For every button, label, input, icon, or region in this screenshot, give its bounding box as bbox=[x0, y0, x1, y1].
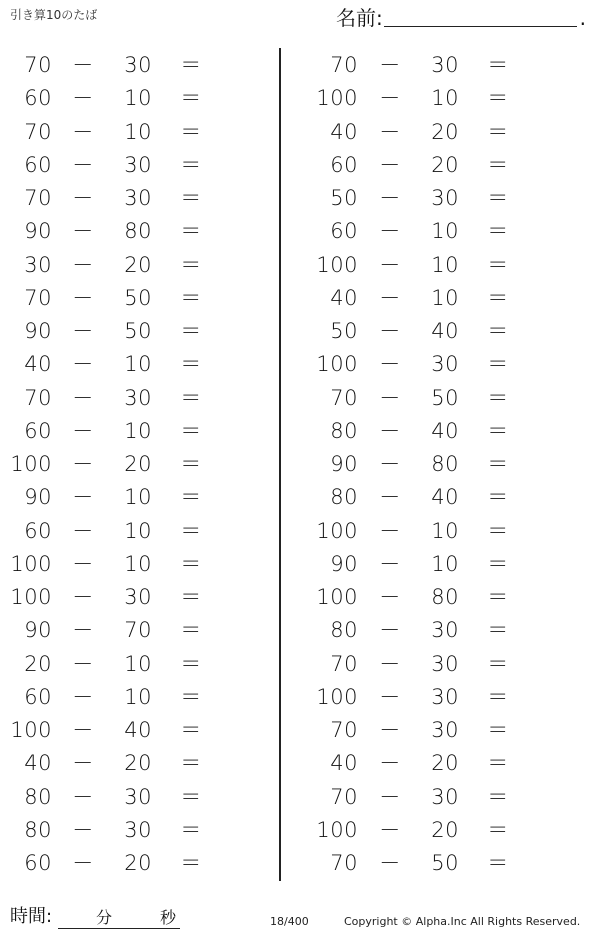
name-field bbox=[336, 6, 586, 30]
subtrahend: 10 bbox=[431, 551, 459, 576]
problem-row bbox=[0, 347, 270, 380]
subtrahend: 10 bbox=[431, 219, 459, 244]
subtrahend: 40 bbox=[431, 418, 459, 443]
subtrahend: 10 bbox=[124, 86, 152, 111]
subtrahend: 10 bbox=[124, 119, 152, 144]
subtrahend: 30 bbox=[124, 53, 152, 77]
minus-sign: － bbox=[72, 119, 94, 144]
subtrahend: 70 bbox=[124, 618, 152, 643]
problem-row bbox=[0, 48, 270, 81]
problem-row bbox=[0, 148, 270, 181]
minuend: 50 bbox=[330, 319, 358, 343]
minus-sign: － bbox=[72, 352, 94, 377]
equals-sign: ＝ bbox=[180, 319, 202, 343]
equals-sign: ＝ bbox=[180, 551, 202, 576]
problem-row bbox=[308, 713, 578, 746]
minus-sign: － bbox=[379, 452, 401, 476]
problem-row bbox=[308, 647, 578, 680]
problem-row bbox=[0, 580, 270, 613]
subtrahend: 20 bbox=[124, 252, 152, 277]
subtrahend: 30 bbox=[431, 186, 459, 210]
minuend: 100 bbox=[316, 518, 358, 543]
equals-sign: ＝ bbox=[180, 252, 202, 277]
problem-row bbox=[0, 780, 270, 813]
equals-sign: ＝ bbox=[180, 186, 202, 210]
minuend: 40 bbox=[330, 119, 358, 144]
problem-row bbox=[308, 746, 578, 779]
problem-row bbox=[308, 414, 578, 447]
equals-sign: ＝ bbox=[180, 518, 202, 543]
minus-sign: － bbox=[72, 817, 94, 842]
minuend: 70 bbox=[330, 651, 358, 676]
equals-sign: ＝ bbox=[487, 718, 509, 742]
problem-row bbox=[0, 314, 270, 347]
equals-sign: ＝ bbox=[487, 319, 509, 343]
minus-sign: － bbox=[379, 485, 401, 510]
subtrahend: 30 bbox=[124, 186, 152, 210]
minus-sign: － bbox=[379, 119, 401, 144]
minuend: 100 bbox=[10, 551, 52, 576]
minus-sign: － bbox=[72, 285, 94, 310]
subtrahend: 10 bbox=[124, 684, 152, 709]
subtrahend: 20 bbox=[431, 119, 459, 144]
subtrahend: 10 bbox=[431, 86, 459, 111]
minuend: 100 bbox=[10, 718, 52, 742]
subtrahend: 10 bbox=[431, 285, 459, 310]
equals-sign: ＝ bbox=[487, 385, 509, 410]
minuend: 70 bbox=[330, 851, 358, 875]
minus-sign: － bbox=[72, 385, 94, 410]
equals-sign: ＝ bbox=[180, 452, 202, 476]
equals-sign: ＝ bbox=[180, 784, 202, 809]
equals-sign: ＝ bbox=[487, 551, 509, 576]
minuend: 70 bbox=[330, 784, 358, 809]
problem-row bbox=[308, 48, 578, 81]
minus-sign: － bbox=[72, 186, 94, 210]
subtrahend: 20 bbox=[431, 817, 459, 842]
minutes-label: 分 bbox=[96, 908, 113, 927]
minuend: 80 bbox=[330, 618, 358, 643]
minuend: 90 bbox=[24, 319, 52, 343]
problem-row bbox=[308, 480, 578, 513]
minuend: 40 bbox=[330, 285, 358, 310]
minus-sign: － bbox=[379, 817, 401, 842]
equals-sign: ＝ bbox=[180, 817, 202, 842]
problem-row bbox=[0, 181, 270, 214]
minuend: 40 bbox=[24, 751, 52, 776]
subtrahend: 30 bbox=[124, 152, 152, 177]
minuend: 70 bbox=[24, 53, 52, 77]
subtrahend: 30 bbox=[124, 385, 152, 410]
subtrahend: 30 bbox=[431, 53, 459, 77]
page-number: 18/400 bbox=[270, 915, 309, 928]
minuend: 40 bbox=[24, 352, 52, 377]
problem-row bbox=[308, 314, 578, 347]
subtrahend: 10 bbox=[124, 485, 152, 510]
problem-row bbox=[308, 580, 578, 613]
subtrahend: 20 bbox=[124, 452, 152, 476]
minuend: 60 bbox=[24, 684, 52, 709]
problem-row bbox=[308, 248, 578, 281]
problem-row bbox=[308, 846, 578, 879]
problem-row bbox=[308, 381, 578, 414]
minus-sign: － bbox=[72, 418, 94, 443]
subtrahend: 40 bbox=[431, 319, 459, 343]
name-end-mark: . bbox=[579, 6, 586, 30]
problem-row bbox=[308, 81, 578, 114]
subtrahend: 80 bbox=[431, 452, 459, 476]
equals-sign: ＝ bbox=[180, 851, 202, 875]
minuend: 100 bbox=[10, 452, 52, 476]
minuend: 100 bbox=[316, 585, 358, 609]
minuend: 100 bbox=[10, 585, 52, 609]
subtrahend: 20 bbox=[124, 751, 152, 776]
problem-row bbox=[308, 181, 578, 214]
minus-sign: － bbox=[379, 319, 401, 343]
minus-sign: － bbox=[72, 252, 94, 277]
problem-row bbox=[308, 813, 578, 846]
minus-sign: － bbox=[72, 784, 94, 809]
problem-row bbox=[0, 115, 270, 148]
minus-sign: － bbox=[72, 86, 94, 111]
subtrahend: 10 bbox=[431, 252, 459, 277]
problem-row bbox=[0, 381, 270, 414]
minuend: 80 bbox=[24, 817, 52, 842]
minus-sign: － bbox=[379, 219, 401, 244]
equals-sign: ＝ bbox=[487, 651, 509, 676]
minuend: 60 bbox=[24, 86, 52, 111]
equals-sign: ＝ bbox=[180, 119, 202, 144]
minuend: 80 bbox=[24, 784, 52, 809]
minuend: 20 bbox=[24, 651, 52, 676]
equals-sign: ＝ bbox=[487, 418, 509, 443]
equals-sign: ＝ bbox=[180, 718, 202, 742]
problem-row bbox=[0, 846, 270, 879]
problem-row bbox=[0, 713, 270, 746]
problem-row bbox=[308, 214, 578, 247]
problem-row bbox=[0, 647, 270, 680]
minus-sign: － bbox=[379, 186, 401, 210]
problem-row bbox=[0, 480, 270, 513]
equals-sign: ＝ bbox=[180, 86, 202, 111]
minus-sign: － bbox=[379, 651, 401, 676]
minus-sign: － bbox=[379, 152, 401, 177]
worksheet-title: 引き算10のたば bbox=[10, 8, 98, 22]
equals-sign: ＝ bbox=[487, 352, 509, 377]
equals-sign: ＝ bbox=[487, 252, 509, 277]
subtrahend: 10 bbox=[124, 418, 152, 443]
minuend: 70 bbox=[24, 385, 52, 410]
time-field bbox=[10, 905, 250, 931]
subtrahend: 50 bbox=[431, 851, 459, 875]
minuend: 70 bbox=[330, 53, 358, 77]
minus-sign: － bbox=[72, 53, 94, 77]
subtrahend: 30 bbox=[431, 618, 459, 643]
equals-sign: ＝ bbox=[487, 186, 509, 210]
subtrahend: 10 bbox=[124, 551, 152, 576]
subtrahend: 50 bbox=[431, 385, 459, 410]
minus-sign: － bbox=[379, 751, 401, 776]
subtrahend: 50 bbox=[124, 319, 152, 343]
equals-sign: ＝ bbox=[487, 751, 509, 776]
subtrahend: 30 bbox=[124, 585, 152, 609]
minus-sign: － bbox=[72, 518, 94, 543]
equals-sign: ＝ bbox=[487, 618, 509, 643]
minus-sign: － bbox=[379, 585, 401, 609]
minus-sign: － bbox=[379, 518, 401, 543]
minuend: 70 bbox=[24, 119, 52, 144]
minus-sign: － bbox=[72, 651, 94, 676]
problem-row bbox=[0, 746, 270, 779]
problem-row bbox=[0, 281, 270, 314]
minus-sign: － bbox=[72, 219, 94, 244]
subtrahend: 20 bbox=[431, 152, 459, 177]
problem-row bbox=[308, 115, 578, 148]
problem-row bbox=[0, 414, 270, 447]
subtrahend: 30 bbox=[431, 784, 459, 809]
minuend: 90 bbox=[330, 452, 358, 476]
seconds-label: 秒 bbox=[160, 908, 177, 927]
minuend: 80 bbox=[330, 485, 358, 510]
equals-sign: ＝ bbox=[180, 418, 202, 443]
minuend: 50 bbox=[330, 186, 358, 210]
minus-sign: － bbox=[379, 53, 401, 77]
equals-sign: ＝ bbox=[180, 152, 202, 177]
minus-sign: － bbox=[379, 252, 401, 277]
subtrahend: 10 bbox=[124, 518, 152, 543]
minus-sign: － bbox=[379, 851, 401, 875]
subtrahend: 80 bbox=[124, 219, 152, 244]
equals-sign: ＝ bbox=[180, 385, 202, 410]
minuend: 70 bbox=[330, 718, 358, 742]
subtrahend: 10 bbox=[124, 651, 152, 676]
problem-row bbox=[0, 613, 270, 646]
equals-sign: ＝ bbox=[487, 684, 509, 709]
minuend: 70 bbox=[330, 385, 358, 410]
problem-row bbox=[308, 281, 578, 314]
minuend: 70 bbox=[24, 186, 52, 210]
minuend: 60 bbox=[330, 219, 358, 244]
problem-row bbox=[308, 347, 578, 380]
name-blank-line bbox=[384, 26, 577, 27]
minus-sign: － bbox=[72, 485, 94, 510]
minus-sign: － bbox=[379, 385, 401, 410]
minus-sign: － bbox=[379, 285, 401, 310]
minus-sign: － bbox=[379, 551, 401, 576]
subtrahend: 30 bbox=[431, 684, 459, 709]
problem-row bbox=[0, 81, 270, 114]
minuend: 60 bbox=[24, 418, 52, 443]
subtrahend: 10 bbox=[431, 518, 459, 543]
problem-row bbox=[308, 514, 578, 547]
minus-sign: － bbox=[72, 551, 94, 576]
minus-sign: － bbox=[379, 784, 401, 809]
problem-row bbox=[308, 613, 578, 646]
minuend: 90 bbox=[330, 551, 358, 576]
equals-sign: ＝ bbox=[487, 119, 509, 144]
minus-sign: － bbox=[72, 152, 94, 177]
equals-sign: ＝ bbox=[487, 219, 509, 244]
subtrahend: 40 bbox=[431, 485, 459, 510]
problem-row bbox=[0, 680, 270, 713]
equals-sign: ＝ bbox=[487, 851, 509, 875]
problem-row bbox=[0, 248, 270, 281]
equals-sign: ＝ bbox=[180, 53, 202, 77]
minuend: 90 bbox=[24, 219, 52, 244]
equals-sign: ＝ bbox=[487, 152, 509, 177]
subtrahend: 20 bbox=[124, 851, 152, 875]
minus-sign: － bbox=[72, 684, 94, 709]
equals-sign: ＝ bbox=[180, 219, 202, 244]
subtrahend: 30 bbox=[431, 718, 459, 742]
minus-sign: － bbox=[379, 86, 401, 111]
subtrahend: 30 bbox=[124, 817, 152, 842]
subtrahend: 30 bbox=[431, 352, 459, 377]
subtrahend: 30 bbox=[124, 784, 152, 809]
minus-sign: － bbox=[72, 585, 94, 609]
subtrahend: 30 bbox=[431, 651, 459, 676]
subtrahend: 80 bbox=[431, 585, 459, 609]
minus-sign: － bbox=[379, 352, 401, 377]
minus-sign: － bbox=[72, 851, 94, 875]
problem-row bbox=[308, 148, 578, 181]
problem-row bbox=[0, 514, 270, 547]
minuend: 70 bbox=[24, 285, 52, 310]
equals-sign: ＝ bbox=[487, 86, 509, 111]
equals-sign: ＝ bbox=[180, 684, 202, 709]
name-label: 名前: bbox=[336, 6, 383, 30]
problem-row bbox=[308, 547, 578, 580]
equals-sign: ＝ bbox=[180, 651, 202, 676]
subtrahend: 40 bbox=[124, 718, 152, 742]
minuend: 60 bbox=[330, 152, 358, 177]
right-problem-column bbox=[308, 48, 578, 880]
minuend: 90 bbox=[24, 485, 52, 510]
minus-sign: － bbox=[379, 618, 401, 643]
equals-sign: ＝ bbox=[487, 585, 509, 609]
minuend: 30 bbox=[24, 252, 52, 277]
minuend: 60 bbox=[24, 851, 52, 875]
minus-sign: － bbox=[379, 718, 401, 742]
minuend: 100 bbox=[316, 86, 358, 111]
column-divider bbox=[279, 48, 281, 881]
minuend: 100 bbox=[316, 684, 358, 709]
minus-sign: － bbox=[72, 452, 94, 476]
left-problem-column bbox=[0, 48, 270, 880]
minuend: 90 bbox=[24, 618, 52, 643]
equals-sign: ＝ bbox=[487, 285, 509, 310]
problem-row bbox=[308, 680, 578, 713]
subtrahend: 20 bbox=[431, 751, 459, 776]
problem-row bbox=[308, 447, 578, 480]
minus-sign: － bbox=[72, 751, 94, 776]
minus-sign: － bbox=[72, 618, 94, 643]
equals-sign: ＝ bbox=[180, 585, 202, 609]
equals-sign: ＝ bbox=[487, 485, 509, 510]
minuend: 100 bbox=[316, 817, 358, 842]
minus-sign: － bbox=[72, 718, 94, 742]
minus-sign: － bbox=[72, 319, 94, 343]
equals-sign: ＝ bbox=[180, 751, 202, 776]
time-label: 時間: bbox=[10, 906, 53, 927]
equals-sign: ＝ bbox=[487, 53, 509, 77]
equals-sign: ＝ bbox=[487, 452, 509, 476]
equals-sign: ＝ bbox=[180, 352, 202, 377]
equals-sign: ＝ bbox=[487, 518, 509, 543]
equals-sign: ＝ bbox=[180, 618, 202, 643]
copyright-notice: Copyright © Alpha.Inc All Rights Reserved. bbox=[344, 915, 581, 928]
equals-sign: ＝ bbox=[180, 485, 202, 510]
problem-row bbox=[0, 547, 270, 580]
problem-row bbox=[0, 214, 270, 247]
minus-sign: － bbox=[379, 418, 401, 443]
minuend: 40 bbox=[330, 751, 358, 776]
minuend: 80 bbox=[330, 418, 358, 443]
problem-row bbox=[0, 447, 270, 480]
minuend: 100 bbox=[316, 252, 358, 277]
minuend: 60 bbox=[24, 152, 52, 177]
equals-sign: ＝ bbox=[487, 817, 509, 842]
minus-sign: － bbox=[379, 684, 401, 709]
minuend: 100 bbox=[316, 352, 358, 377]
equals-sign: ＝ bbox=[487, 784, 509, 809]
equals-sign: ＝ bbox=[180, 285, 202, 310]
minuend: 60 bbox=[24, 518, 52, 543]
problem-row bbox=[0, 813, 270, 846]
subtrahend: 50 bbox=[124, 285, 152, 310]
subtrahend: 10 bbox=[124, 352, 152, 377]
problem-row bbox=[308, 780, 578, 813]
